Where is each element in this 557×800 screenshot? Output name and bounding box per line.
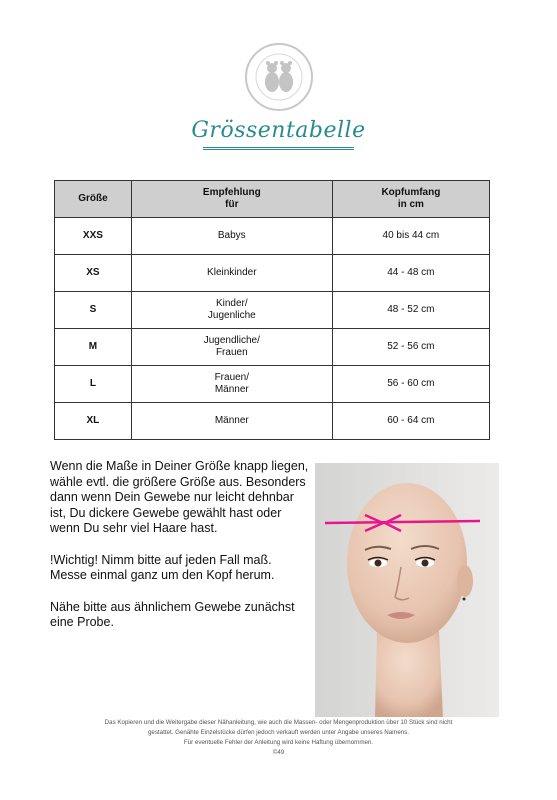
cell-size: L (55, 366, 132, 403)
cell-circumference: 56 - 60 cm (332, 366, 489, 403)
cell-recommendation: Babys (131, 218, 332, 255)
size-table (54, 180, 490, 440)
cell-recommendation: Kinder/ Jugenliche (131, 292, 332, 329)
cell-circumference: 40 bis 44 cm (332, 218, 489, 255)
page-title: Grössentabelle (191, 118, 366, 143)
footer-line: gestattet. Genähte Einzelstücke dürfen jedoch verkauft werden unter Angabe unseres Namens. (147, 729, 410, 736)
brand-logo (244, 42, 314, 112)
table-row (55, 366, 490, 403)
mannequin-head-measurement-icon (315, 463, 499, 717)
header-size: Größe (55, 181, 132, 218)
cell-recommendation: Kleinkinder (131, 255, 332, 292)
cell-recommendation: Jugendliche/ Frauen (131, 329, 332, 366)
cell-circumference: 48 - 52 cm (332, 292, 489, 329)
table-row (55, 403, 490, 440)
cell-circumference: 52 - 56 cm (332, 329, 489, 366)
cell-recommendation: Frauen/ Männer (131, 366, 332, 403)
footer-line: Das Kopieren und die Weitergabe dieser Nähanleitung, wie auch die Massen- oder Mengenproduktion über 10 Stück sind nicht (104, 719, 453, 726)
header-circumference: Kopfumfang in cm (332, 181, 489, 218)
table-row (55, 255, 490, 292)
footer-line: ©49 (272, 749, 285, 756)
table-row (55, 218, 490, 255)
cell-size: XL (55, 403, 132, 440)
note-test-sample: Nähe bitte aus ähnlichem Gewebe zunächst eine Probe. (50, 599, 295, 629)
footer-line: Für eventuelle Fehler der Anleitung wird keine Haftung übernommen. (183, 739, 374, 746)
mannequin-photo (315, 463, 499, 717)
table-row (55, 292, 490, 329)
title-underline (203, 147, 354, 150)
table-header-row (55, 181, 490, 218)
header-recommendation: Empfehlung für (131, 181, 332, 218)
note-fit-advice: Wenn die Maße in Deiner Größe knapp liegen, wähle evtl. die größere Größe aus. Besonders dann wenn Dein Gewebe nur leicht dehnbar ist, Du dickere Gewebe gewählt hast oder wenn Du sehr viel Haare hast. (50, 459, 309, 535)
cell-size: M (55, 329, 132, 366)
cell-circumference: 44 - 48 cm (332, 255, 489, 292)
bear-logo-icon (244, 42, 314, 112)
cell-circumference: 60 - 64 cm (332, 403, 489, 440)
table-row (55, 329, 490, 366)
cell-size: XS (55, 255, 132, 292)
note-important: !Wichtig! Nimm bitte auf jeden Fall maß. Messe einmal ganz um den Kopf herum. (50, 552, 275, 582)
cell-recommendation: Männer (131, 403, 332, 440)
instructions-text (50, 459, 310, 647)
cell-size: XXS (55, 218, 132, 255)
cell-size: S (55, 292, 132, 329)
copyright-footer (40, 718, 517, 758)
